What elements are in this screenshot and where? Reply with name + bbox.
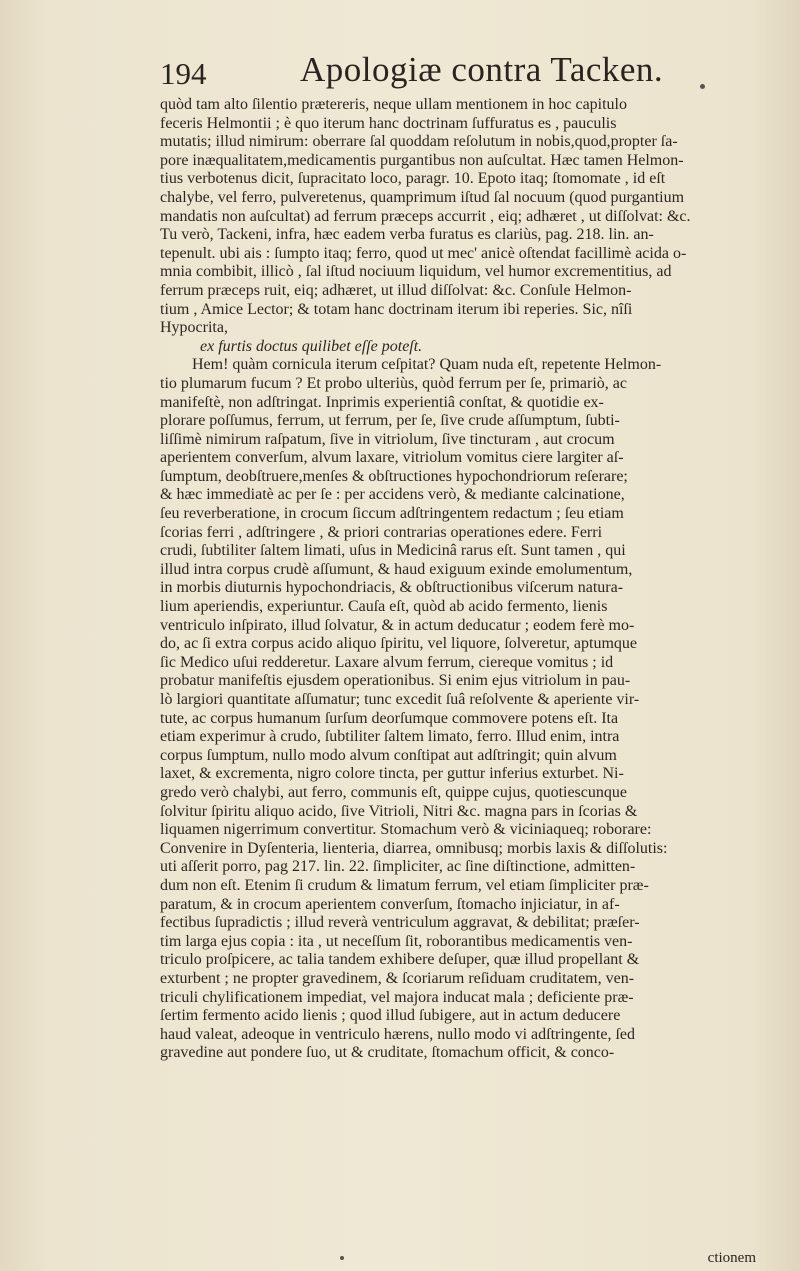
text-line: plorare poſſumus, ferrum, ut ferrum, per ſe, ſive crude aſſumptum, ſubti- xyxy=(160,412,620,430)
text-line: uti aſſerit porro, pag 217. lin. 22. ſimpliciter, ac ſine diſtinctione, admitten- xyxy=(160,858,636,876)
catchword: ctionem xyxy=(707,1250,756,1266)
text-line: Hem! quàm cornicula iterum ceſpitat? Quam nuda eſt, repetente Helmon- xyxy=(192,356,662,374)
ink-speck xyxy=(700,84,705,89)
text-line: Hypocrita, xyxy=(160,319,228,337)
text-line: corpus ſumptum, nullo modo alvum conſtipat aut adſtringit; quin alvum xyxy=(160,746,617,764)
text-line: dum non eſt. Etenim ſi crudum & limatum ferrum, vel etiam ſimpliciter præ- xyxy=(160,876,649,894)
body-text xyxy=(160,96,760,1063)
text-line: lò largiori quantitate aſſumatur; tunc excedit ſuâ reſolvente & aperiente vir- xyxy=(160,691,640,708)
text-line: tium , Amice Lector; & totam hanc doctrinam iterum ibi reperies. Sic, nîſi xyxy=(160,300,633,318)
text-line: tio plumarum fucum ? Et probo ulteriùs, quòd ferrum per ſe, primariò, ac xyxy=(160,374,627,392)
text-line: ſeu reverberatione, in crocum ſiccum adſtringentem redactum ; ſeu etiam xyxy=(160,505,624,523)
text-line: Tu verò, Tackeni, infra, hæc eadem verba furatus es clariùs, pag. 218. lin. an- xyxy=(160,226,654,244)
text-line: triculo proſpicere, ac talia tandem exhibere deſuper, quæ illud propellant & xyxy=(160,951,640,969)
text-line: crudi, ſubtiliter ſaltem limati, uſus in Medicinâ rarus eſt. Sunt tamen , qui xyxy=(160,542,626,560)
text-line: liquamen nigerrimum convertitur. Stomachum verò & viciniaqueq; roborare: xyxy=(160,821,652,839)
text-line: do, ac ſi extra corpus acido aliquo ſpiritu, vel liquore, ſolveretur, aptumque xyxy=(160,635,637,653)
text-line: ſcorias ferri , adſtringere , & priori contrarias operationes edere. Ferri xyxy=(160,523,603,541)
text-line: ſertim fermento acido lienis ; quod illud ſubigere, aut in actum deducere xyxy=(160,1007,621,1025)
text-line: gravedine aut pondere ſuo, ut & cruditate, ſtomachum officit, & conco- xyxy=(160,1044,615,1062)
text-line: triculi chylificationem impediat, vel majora inducat mala ; deficiente præ- xyxy=(160,988,634,1006)
text-line: tius verbotenus dicit, ſupracitato loco, paragr. 10. Epoto itaq; ſtomomate , id eſt xyxy=(160,170,666,188)
text-line: mnia combibit, illicò , ſal iſtud nociuum liquidum, vel humor excrementitius, ad xyxy=(160,263,672,281)
text-line: tepenult. ubi ais : ſumpto itaq; ferro, quod ut mec' anicè oſtendat facillimè acida o- xyxy=(160,244,687,262)
text-line: paratum, & in crocum aperientem converſum, ſtomacho injiciatur, in af- xyxy=(160,895,620,913)
text-line: ſolvitur ſpiritu aliquo acido, ſive Vitrioli, Nitri &c. magna pars in ſcorias & xyxy=(160,802,638,820)
text-line: pore inæqualitatem,medicamentis purgantibus non auſcultat. Hæc tamen Helmon- xyxy=(160,151,684,169)
text-line: ex furtis doctus quilibet eſſe poteſt. xyxy=(200,337,423,355)
text-line: liſſimè nimirum raſpatum, ſive in vitriolum, ſive tincturam , aut crocum xyxy=(160,430,615,448)
text-line: aperientem converſum, alvum laxare, vitriolum vomitus ciere largiter aſ- xyxy=(160,449,624,467)
text-line: fectibus ſupradictis ; illud reverà ventriculum aggravat, & debilitat; præſer- xyxy=(160,914,640,932)
text-line: mandatis non auſcultat) ad ferrum præceps accurrit , eiq; adhæret , ut diſſolvat: &c. xyxy=(160,207,691,225)
text-line: probatur manifeſtis ejusdem operationibus. Si enim ejus vitriolum in pau- xyxy=(160,672,631,690)
text-line: Convenire in Dyſenteria, lienteria, diarrea, omnibusq; morbis laxis & diſſolutis: xyxy=(160,839,668,857)
text-line: feceris Helmontii ; è quo iterum hanc doctrinam ſuffuratus es , pauculis xyxy=(160,114,617,132)
text-line: ſumptum, deobſtruere,menſes & obſtructiones hypochondriorum reſerare; xyxy=(160,467,628,485)
text-line: chalybe, vel ferro, pulveretenus, quamprimum iſtud ſal nocuum (quod purgantium xyxy=(160,188,685,206)
text-line: ſic Medico uſui redderetur. Laxare alvum ferrum, ciereque vomitus ; id xyxy=(160,653,614,671)
text-line: in morbis diuturnis hypochondriacis, & obſtructionibus viſcerum natura- xyxy=(160,579,624,597)
text-line: lium aperiendis, experiuntur. Cauſa eſt, quòd ab acido fermento, lienis xyxy=(160,598,608,616)
page-number: 194 xyxy=(160,56,207,91)
text-line: haud valeat, adeoque in ventriculo hærens, nullo modo vi adſtringente, ſed xyxy=(160,1025,635,1043)
text-line: illud intra corpus crudè aſſumunt, & haud exiguum exinde emolumentum, xyxy=(160,560,633,578)
text-line: tute, ac corpus humanum ſurſum deorſumque commovere potens eſt. Ita xyxy=(160,709,619,727)
text-line: quòd tam alto ſilentio prætereris, neque ullam mentionem in hoc capitulo xyxy=(160,96,627,113)
text-line: ferrum præceps ruit, eiq; adhæret, ut illud diſſolvat: &c. Conſule Helmon- xyxy=(160,281,632,299)
ink-speck xyxy=(340,1256,344,1260)
running-title: Apologiæ contra Tacken. xyxy=(300,50,664,89)
text-line: ventriculo inſpirato, illud ſolvatur, & in actum deducatur ; eodem ferè mo- xyxy=(160,616,635,634)
text-line: tim larga ejus copia : ita , ut neceſſum ſit, roborantibus medicamentis ven- xyxy=(160,932,633,950)
text-line: manifeſtè, non adſtringat. Inprimis experientiâ conſtat, & quotidie ex- xyxy=(160,393,604,411)
text-line: etiam experimur à crudo, ſubtiliter ſaltem limato, ferro. Illud enim, intra xyxy=(160,728,620,746)
text-line: & hæc immediatè ac per ſe : per accidens verò, & mediante calcinatione, xyxy=(160,486,625,504)
text-line: laxet, & excrementa, nigro colore tincta, per guttur inferius exturbet. Ni- xyxy=(160,765,624,783)
text-line: mutatis; illud nimirum: oberrare ſal quoddam reſolutum in nobis,quod,propter ſa- xyxy=(160,133,678,151)
page-header xyxy=(160,50,760,100)
text-line: exturbent ; ne propter gravedinem, & ſcoriarum reſiduam cruditatem, ven- xyxy=(160,969,635,987)
text-line: gredo verò chalybi, aut ferro, communis eſt, quippe cujus, quotiescunque xyxy=(160,783,627,801)
